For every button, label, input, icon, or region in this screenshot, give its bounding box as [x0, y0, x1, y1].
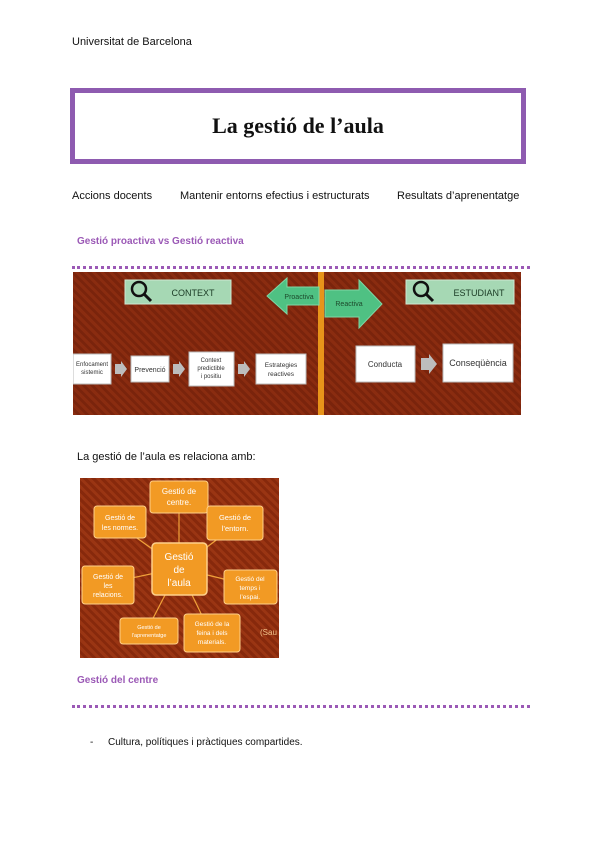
process-step-4	[256, 354, 306, 384]
svg-text:les: les	[103, 583, 113, 590]
svg-text:Gestió de: Gestió de	[137, 625, 161, 631]
svg-text:Gestió de: Gestió de	[161, 487, 197, 496]
classroom-management-mindmap	[80, 478, 279, 658]
proactive-reactive-diagram	[73, 272, 521, 415]
node-time-space	[224, 570, 277, 604]
context-header	[125, 280, 231, 304]
student-header	[406, 280, 514, 304]
process-step-2	[131, 356, 169, 382]
node-relations	[82, 566, 134, 604]
proactive-arrow-label: Proactiva	[284, 294, 314, 301]
svg-text:Gestió de: Gestió de	[218, 513, 252, 522]
institution-header: Universitat de Barcelona	[72, 36, 192, 48]
node-environment	[207, 506, 263, 540]
svg-text:Gestió del: Gestió del	[235, 576, 265, 583]
title-box	[70, 88, 526, 164]
row-col-2: Mantenir entorns efectius i estructurats	[180, 190, 370, 202]
step-arrow-icon	[421, 354, 437, 374]
svg-text:sistemic: sistemic	[81, 370, 103, 376]
svg-text:reactives: reactives	[267, 371, 295, 378]
svg-text:l’aprenentatge: l’aprenentatge	[131, 633, 167, 639]
section-heading-proactive: Gestió proactiva vs Gestió reactiva	[77, 236, 244, 247]
step-arrow-icon	[173, 361, 185, 377]
section-heading-centre: Gestió del centre	[77, 675, 159, 686]
svg-text:les normes.: les normes.	[101, 525, 139, 532]
bullet-text: Cultura, polítiques i pràctiques compartides.	[108, 737, 303, 748]
node-norms	[94, 506, 146, 538]
page-title: La gestió de l’aula	[212, 113, 384, 138]
svg-text:centre.: centre.	[166, 498, 192, 507]
conduct-label: Conducta	[367, 360, 403, 369]
svg-text:Gestió de: Gestió de	[93, 574, 123, 581]
row-col-3: Resultats d’aprenentatge	[397, 190, 520, 202]
diagram2-svg	[80, 478, 279, 658]
svg-text:de: de	[173, 565, 185, 576]
bullet-dash: -	[90, 737, 94, 748]
svg-text:predictible: predictible	[197, 366, 225, 372]
context-label: CONTEXT	[171, 288, 215, 298]
step-arrow-icon	[238, 361, 250, 377]
svg-text:feina i dels: feina i dels	[196, 630, 228, 637]
svg-text:l’entorn.: l’entorn.	[221, 524, 249, 533]
process-conduct	[356, 346, 415, 382]
svg-text:temps i: temps i	[239, 585, 261, 592]
svg-text:Estrategies: Estrategies	[264, 362, 298, 369]
node-learning	[120, 618, 178, 644]
svg-text:Prevenció: Prevenció	[134, 367, 166, 374]
proactive-arrow	[267, 278, 319, 314]
svg-text:Gestió de la: Gestió de la	[194, 621, 230, 628]
diagram1-svg	[73, 272, 521, 415]
svg-text:Gestió: Gestió	[164, 552, 194, 563]
student-label: ESTUDIANT	[453, 288, 505, 298]
node-classroom	[152, 543, 207, 595]
svg-text:Enfocament: Enfocament	[75, 362, 109, 368]
reactive-arrow	[325, 280, 382, 328]
svg-text:Context: Context	[200, 358, 222, 364]
dotted-divider	[72, 266, 530, 269]
row-col-1: Accions docents	[72, 190, 153, 202]
svg-text:Gestió de: Gestió de	[105, 515, 135, 522]
svg-text:i positiu: i positiu	[200, 374, 222, 380]
reactive-arrow-label: Reactiva	[335, 301, 363, 308]
svg-text:l’espai.: l’espai.	[239, 594, 261, 601]
node-center-management	[150, 481, 208, 513]
svg-text:relacions.: relacions.	[93, 592, 123, 599]
cut-citation-text: (Sau	[260, 628, 277, 637]
relation-note: La gestió de l’aula es relaciona amb:	[77, 451, 256, 463]
process-consequence	[443, 344, 513, 382]
dotted-divider	[72, 705, 530, 708]
process-step-3	[189, 352, 234, 386]
svg-text:l’aula: l’aula	[167, 578, 191, 589]
node-work-materials	[184, 614, 240, 652]
process-step-1	[73, 354, 111, 384]
step-arrow-icon	[115, 361, 127, 377]
svg-text:materials.: materials.	[197, 639, 227, 646]
consequence-label: Conseqüència	[449, 358, 507, 368]
